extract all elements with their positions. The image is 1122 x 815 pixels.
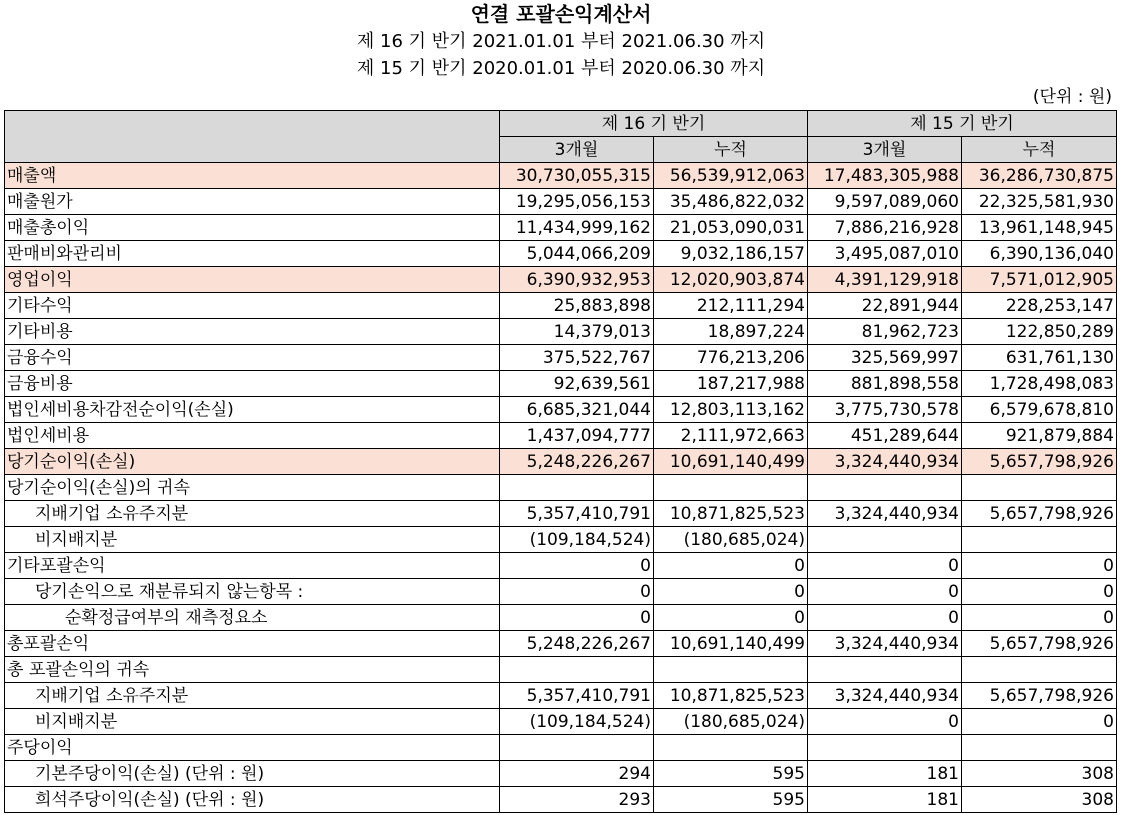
cell-value: 4,391,129,918 <box>808 267 962 293</box>
cell-value: 5,657,798,926 <box>962 449 1117 475</box>
cell-value: 14,379,013 <box>500 319 654 345</box>
header-cumulative-15: 누적 <box>962 137 1117 163</box>
table-row <box>5 709 1117 735</box>
table-row <box>5 683 1117 709</box>
cell-value <box>654 475 808 501</box>
cell-value: 0 <box>654 605 808 631</box>
cell-value: 9,597,089,060 <box>808 189 962 215</box>
cell-value <box>654 657 808 683</box>
cell-value: 6,685,321,044 <box>500 397 654 423</box>
table-row <box>5 319 1117 345</box>
cell-value: 81,962,723 <box>808 319 962 345</box>
table-row <box>5 787 1117 813</box>
cell-value: 451,289,644 <box>808 423 962 449</box>
header-3month-15: 3개월 <box>808 137 962 163</box>
cell-value: 25,883,898 <box>500 293 654 319</box>
row-label: 금융비용 <box>5 371 500 397</box>
cell-value <box>808 475 962 501</box>
cell-value: 10,691,140,499 <box>654 449 808 475</box>
table-row <box>5 345 1117 371</box>
cell-value: 7,886,216,928 <box>808 215 962 241</box>
cell-value: 595 <box>654 787 808 813</box>
cell-value: 13,961,148,945 <box>962 215 1117 241</box>
cell-value: 11,434,999,162 <box>500 215 654 241</box>
row-label: 비지배지분 <box>5 709 500 735</box>
row-label: 금융수익 <box>5 345 500 371</box>
table-row <box>5 553 1117 579</box>
cell-value: 921,879,884 <box>962 423 1117 449</box>
period-prior: 제 15 기 반기 2020.01.01 부터 2020.06.30 까지 <box>356 58 766 79</box>
cell-value: 17,483,305,988 <box>808 163 962 189</box>
table-row <box>5 371 1117 397</box>
cell-value: 22,325,581,930 <box>962 189 1117 215</box>
cell-value <box>962 657 1117 683</box>
row-label: 기본주당이익(손실) (단위 : 원) <box>5 761 500 787</box>
cell-value: 10,691,140,499 <box>654 631 808 657</box>
cell-value: 0 <box>808 709 962 735</box>
cell-value: 0 <box>654 579 808 605</box>
row-label: 당기순이익(손실) <box>5 449 500 475</box>
cell-value: 6,579,678,810 <box>962 397 1117 423</box>
cell-value: 5,248,226,267 <box>500 631 654 657</box>
cell-value: 3,775,730,578 <box>808 397 962 423</box>
cell-value: 10,871,825,523 <box>654 501 808 527</box>
cell-value: 3,495,087,010 <box>808 241 962 267</box>
cell-value: 30,730,055,315 <box>500 163 654 189</box>
cell-value: 1,728,498,083 <box>962 371 1117 397</box>
table-row <box>5 527 1117 553</box>
row-label: 법인세비용차감전순이익(손실) <box>5 397 500 423</box>
cell-value <box>808 657 962 683</box>
row-label: 순확정급여부의 재측정요소 <box>5 605 500 631</box>
row-label: 기타수익 <box>5 293 500 319</box>
cell-value <box>500 657 654 683</box>
cell-value: 56,539,912,063 <box>654 163 808 189</box>
cell-value <box>962 475 1117 501</box>
cell-value: 0 <box>808 605 962 631</box>
cell-value: (109,184,524) <box>500 527 654 553</box>
cell-value: 5,657,798,926 <box>962 501 1117 527</box>
table-row <box>5 761 1117 787</box>
cell-value: 187,217,988 <box>654 371 808 397</box>
cell-value: 0 <box>500 579 654 605</box>
table-row <box>5 215 1117 241</box>
row-label: 기타비용 <box>5 319 500 345</box>
cell-value: 0 <box>962 709 1117 735</box>
row-label: 영업이익 <box>5 267 500 293</box>
cell-value: 228,253,147 <box>962 293 1117 319</box>
cell-value: (180,685,024) <box>654 527 808 553</box>
row-label: 당기순이익(손실)의 귀속 <box>5 475 500 501</box>
table-row <box>5 501 1117 527</box>
cell-value <box>962 527 1117 553</box>
row-label: 지배기업 소유주지분 <box>5 683 500 709</box>
cell-value: 19,295,056,153 <box>500 189 654 215</box>
cell-value: 375,522,767 <box>500 345 654 371</box>
cell-value: 5,357,410,791 <box>500 683 654 709</box>
cell-value: 293 <box>500 787 654 813</box>
income-statement-table <box>4 110 1117 813</box>
cell-value: 9,032,186,157 <box>654 241 808 267</box>
row-label: 판매비와관리비 <box>5 241 500 267</box>
row-label: 기타포괄손익 <box>5 553 500 579</box>
row-label: 매출원가 <box>5 189 500 215</box>
table-row <box>5 605 1117 631</box>
cell-value <box>808 735 962 761</box>
cell-value: 3,324,440,934 <box>808 449 962 475</box>
table-row <box>5 267 1117 293</box>
cell-value: 7,571,012,905 <box>962 267 1117 293</box>
table-row <box>5 163 1117 189</box>
cell-value: 6,390,932,953 <box>500 267 654 293</box>
cell-value: 631,761,130 <box>962 345 1117 371</box>
period-current: 제 16 기 반기 2021.01.01 부터 2021.06.30 까지 <box>356 31 766 52</box>
row-label: 희석주당이익(손실) (단위 : 원) <box>5 787 500 813</box>
cell-value: 6,390,136,040 <box>962 241 1117 267</box>
cell-value <box>654 735 808 761</box>
cell-value: 212,111,294 <box>654 293 808 319</box>
table-row <box>5 579 1117 605</box>
table-row <box>5 189 1117 215</box>
table-row <box>5 631 1117 657</box>
cell-value: 5,657,798,926 <box>962 683 1117 709</box>
cell-value: 5,044,066,209 <box>500 241 654 267</box>
cell-value: 35,486,822,032 <box>654 189 808 215</box>
cell-value <box>500 735 654 761</box>
cell-value: 3,324,440,934 <box>808 631 962 657</box>
cell-value: 181 <box>808 787 962 813</box>
row-label: 매출총이익 <box>5 215 500 241</box>
cell-value: 18,897,224 <box>654 319 808 345</box>
table-row <box>5 735 1117 761</box>
statement-title: 연결 포괄손익계산서 <box>470 2 652 26</box>
table-row <box>5 449 1117 475</box>
row-label: 총 포괄손익의 귀속 <box>5 657 500 683</box>
row-label: 총포괄손익 <box>5 631 500 657</box>
cell-value: 0 <box>962 579 1117 605</box>
cell-value: 36,286,730,875 <box>962 163 1117 189</box>
header-period16: 제 16 기 반기 <box>500 111 808 137</box>
cell-value: 0 <box>654 553 808 579</box>
header-3month-16: 3개월 <box>500 137 654 163</box>
cell-value: 181 <box>808 761 962 787</box>
cell-value: 308 <box>962 761 1117 787</box>
unit-label: (단위 : 원) <box>1032 87 1112 107</box>
cell-value: 0 <box>808 579 962 605</box>
cell-value: 5,357,410,791 <box>500 501 654 527</box>
cell-value: 776,213,206 <box>654 345 808 371</box>
table-row <box>5 423 1117 449</box>
cell-value: 595 <box>654 761 808 787</box>
cell-value <box>962 735 1117 761</box>
cell-value: 21,053,090,031 <box>654 215 808 241</box>
cell-value: (180,685,024) <box>654 709 808 735</box>
row-label: 법인세비용 <box>5 423 500 449</box>
table-row <box>5 241 1117 267</box>
cell-value: 22,891,944 <box>808 293 962 319</box>
cell-value: 92,639,561 <box>500 371 654 397</box>
cell-value: 3,324,440,934 <box>808 501 962 527</box>
cell-value: 3,324,440,934 <box>808 683 962 709</box>
cell-value: 0 <box>500 553 654 579</box>
cell-value: 5,657,798,926 <box>962 631 1117 657</box>
cell-value: 325,569,997 <box>808 345 962 371</box>
table-row <box>5 397 1117 423</box>
cell-value: 2,111,972,663 <box>654 423 808 449</box>
header-cumulative-16: 누적 <box>654 137 808 163</box>
header-period15: 제 15 기 반기 <box>808 111 1117 137</box>
cell-value: 0 <box>500 605 654 631</box>
cell-value: 10,871,825,523 <box>654 683 808 709</box>
cell-value: 12,020,903,874 <box>654 267 808 293</box>
cell-value: 0 <box>962 605 1117 631</box>
cell-value <box>808 527 962 553</box>
cell-value <box>500 475 654 501</box>
table-row <box>5 293 1117 319</box>
cell-value: 1,437,094,777 <box>500 423 654 449</box>
cell-value: 122,850,289 <box>962 319 1117 345</box>
row-label: 주당이익 <box>5 735 500 761</box>
row-label: 당기손익으로 재분류되지 않는항목 : <box>5 579 500 605</box>
cell-value: 881,898,558 <box>808 371 962 397</box>
cell-value: 5,248,226,267 <box>500 449 654 475</box>
table-row <box>5 657 1117 683</box>
row-label: 매출액 <box>5 163 500 189</box>
header-corner <box>5 111 500 163</box>
row-label: 비지배지분 <box>5 527 500 553</box>
cell-value: 12,803,113,162 <box>654 397 808 423</box>
cell-value: 308 <box>962 787 1117 813</box>
cell-value: 0 <box>808 553 962 579</box>
row-label: 지배기업 소유주지분 <box>5 501 500 527</box>
cell-value: 294 <box>500 761 654 787</box>
cell-value: 0 <box>962 553 1117 579</box>
cell-value: (109,184,524) <box>500 709 654 735</box>
table-row <box>5 475 1117 501</box>
